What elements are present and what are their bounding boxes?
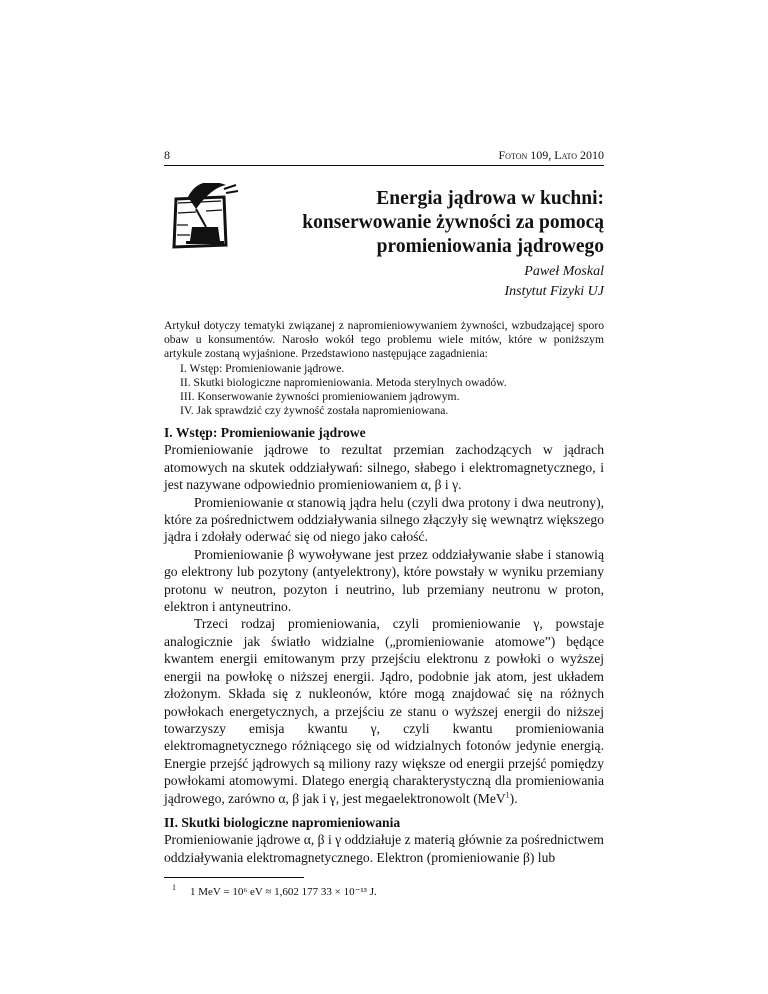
body-paragraph: Promieniowanie β wywoływane jest przez oddziaływanie słabe i stanowią go elektrony lub pozytony (antyelektrony), które powstały w wyniku przemiany protonu w neutron, pozyton i neutrino, lub przemiany neutronu w proton, elektron i antyneutrino.	[164, 546, 604, 615]
abstract-intro: Artykuł dotyczy tematyki związanej z napromieniowywaniem żywności, wzbudzającej sporo obaw u konsumentów. Narosło wokół tego problemu wiele mitów, które w poniższym artykule zostaną wyjaśnione. Przedstawiono następujące zagadnienia:	[164, 319, 604, 361]
title-line-2: konserwowanie żywności za pomocą	[302, 212, 604, 233]
abstract-topic: II. Skutki biologiczne napromieniowania. Metoda sterylnych owadów.	[180, 375, 507, 389]
paragraph-end: ).	[509, 790, 518, 806]
author-affiliation: Instytut Fizyki UJ	[504, 284, 604, 299]
abstract-topic: III. Konserwowanie żywności promieniowaniem jądrowym.	[180, 390, 460, 404]
journal-issue: Foton 109, Lato 2010	[498, 148, 604, 162]
section-biological-effects	[164, 814, 604, 866]
abstract-topic-list	[164, 362, 604, 419]
title-line-1: Energia jądrowa w kuchni:	[376, 188, 604, 209]
section-heading: II. Skutki biologiczne napromieniowania	[164, 815, 401, 830]
paragraph-text: Trzeci rodzaj promieniowania, czyli promieniowanie γ, powstaje analogicznie jak światło widzialne („promieniowanie atomowe”) będące kwantem energii emitowanym przy przejściu elektronu z powłoki o wyższej energii na powłokę o niższej energii. Jądro, podobnie jak atom, jest układem złożonym. Składa się z nukleonów, które mogą znajdować się na różnych powłokach energetycznych, a przejściu ze stanu o wyższej energii do niższej towarzyszy emisja kwantu γ, czyli kwantu promieniowania elektromagnetycznego różniącego się od widzialnych fotonów jedynie energią. Energie przejść jądrowych są miliony razy większe od energii przejść pomiędzy powłokami atomowymi. Dlatego energią charakterystyczną dla promieniowania jądrowego, zarówno α, β jak i γ, jest megaelektronowolt (MeV	[164, 616, 604, 806]
abstract-topic: IV. Jak sprawdzić czy żywność została napromieniowana.	[180, 404, 449, 418]
title-line-3: promieniowania jądrowego	[376, 236, 604, 257]
footnote: $^1$ 1 MeV = 10⁶ eV ≈ 1,602 177 33 × 10⁻¹³ J.	[172, 883, 377, 898]
section-heading: I. Wstęp: Promieniowanie jądrowe	[164, 425, 366, 440]
running-header	[164, 148, 604, 164]
footnote-text: 1 MeV = 10⁶ eV ≈ 1,602 177 33 × 10⁻¹³ J.	[190, 886, 377, 898]
author-block	[304, 262, 604, 302]
body-paragraph: Promieniowanie jądrowe α, β i γ oddziałuje z materią głównie za pośrednictwem oddziaływania elektromagnetycznego. Elektron (promieniowanie β) lub	[164, 832, 604, 865]
body-paragraph	[164, 615, 604, 806]
header-rule	[164, 165, 604, 166]
footnote-rule	[164, 877, 304, 878]
article-title	[224, 187, 604, 259]
abstract	[164, 319, 604, 418]
author-name: Paweł Moskal	[524, 264, 604, 279]
body-paragraph: Promieniowanie jądrowe to rezultat przemian zachodzących w jądrach atomowych na skutek oddziaływań: silnego, słabego i elektromagnetycznego, i jest nazywane odpowiednio promieniowaniem α, β i γ.	[164, 442, 604, 493]
section-introduction	[164, 424, 604, 807]
abstract-topic: I. Wstęp: Promieniowanie jądrowe.	[180, 361, 345, 375]
footnote-reference: 1	[505, 790, 510, 799]
page-number: 8	[164, 148, 170, 162]
body-paragraph: Promieniowanie α stanowią jądra helu (czyli dwa protony i dwa neutrony), które za pośrednictwem oddziaływania silnego złączyły się wewnątrz większego jądra i zdołały oderwać się od niego jako całość.	[164, 494, 604, 545]
